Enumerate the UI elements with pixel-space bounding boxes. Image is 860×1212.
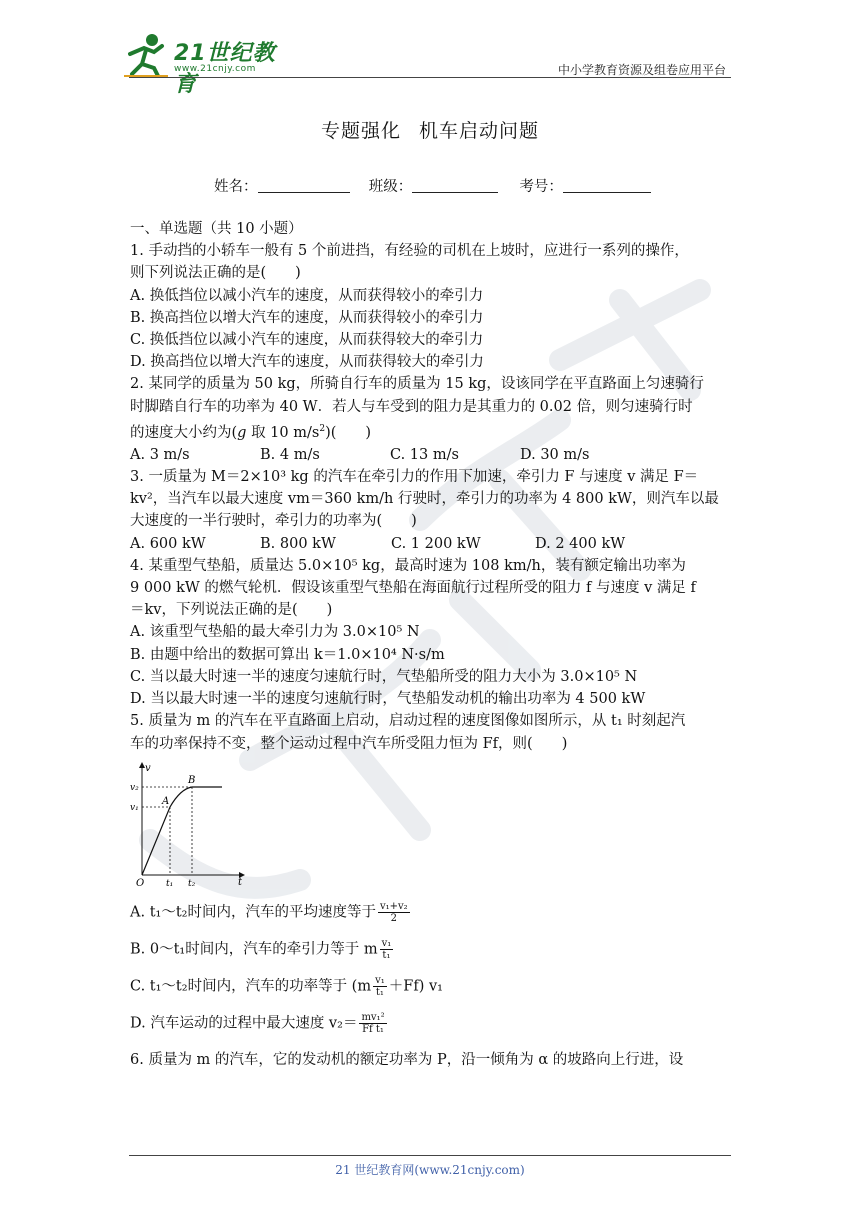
q5-option-d[interactable]: D. 汽车运动的过程中最大速度 v₂＝ $\frac{\text{mv₁²}}{\text{Ff t₁}}$: [130, 1011, 385, 1035]
q4-stem-line2: 9 000 kW 的燃气轮机．假设该重型气垫船在海面航行过程所受的阻力 f 与速度 v 满足 f: [130, 580, 696, 597]
name-label: 姓名：: [214, 179, 258, 195]
graph-label-v1: v₁: [130, 802, 139, 813]
header-divider: [129, 77, 731, 78]
exam-label: 考号：: [519, 179, 563, 195]
q3-stem-line1: 3. 一质量为 M＝2×10³ kg 的汽车在牵引力的作用下加速，牵引力 F 与速度 v 满足 F＝: [130, 469, 699, 486]
q5-stem-line1: 5. 质量为 m 的汽车在平直路面上启动，启动过程的速度图像如图所示，从 t₁ 时刻起汽: [130, 713, 686, 730]
velocity-time-graph: [130, 761, 730, 889]
graph-label-t2: t₂: [188, 878, 196, 889]
q1-stem-line2: 则下列说法正确的是( ): [130, 265, 301, 282]
q4-option-c[interactable]: C. 当以最大时速一半的速度匀速航行时，气垫船所受的阻力大小为 3.0×10⁵ N: [130, 668, 638, 685]
runner-logo-icon: [122, 32, 170, 78]
question-list: [130, 218, 730, 1071]
q2-option-b[interactable]: B. 4 m/s: [260, 446, 320, 463]
q3-option-a[interactable]: A. 600 kW: [130, 535, 206, 552]
q2-stem-line1: 2. 某同学的质量为 50 kg，所骑自行车的质量为 15 kg，设该同学在平直路面上匀速骑行: [130, 376, 704, 393]
title-part-1: 专题强化: [320, 120, 401, 142]
q5-option-c[interactable]: C. t₁～t₂时间内，汽车的功率等于 (m $\frac{\text{v₁}}{\text{t₁}}$ ＋Ff) v₁: [130, 974, 443, 998]
graph-label-v2: v₂: [130, 782, 139, 793]
graph-label-o: O: [136, 877, 145, 889]
q2-option-a[interactable]: A. 3 m/s: [130, 446, 190, 463]
q3-stem-line2: kv²，当汽车以最大速度 vm＝360 km/h 行驶时，牵引力的功率为 4 800 kW，则汽车以最: [130, 491, 719, 508]
footer-divider: [129, 1155, 731, 1156]
q1-option-c[interactable]: C. 换低挡位以减小汽车的速度，从而获得较大的牵引力: [130, 332, 484, 349]
q4-stem-line1: 4. 某重型气垫船，质量达 5.0×10⁵ kg，最高时速为 108 km/h，装有额定输出功率为: [130, 557, 686, 574]
graph-label-v: v: [145, 762, 151, 774]
q4-option-d[interactable]: D. 当以最大时速一半的速度匀速航行时，气垫船发动机的输出功率为 4 500 kW: [130, 691, 646, 708]
graph-label-t1: t₁: [166, 878, 174, 889]
logo-text: 21世纪教育: [174, 41, 276, 97]
q3-option-b[interactable]: B. 800 kW: [260, 535, 336, 552]
q1-stem-line1: 1. 手动挡的小轿车一般有 5 个前进挡，有经验的司机在上坡时，应进行一系列的操作，: [130, 243, 689, 260]
exam-field[interactable]: [563, 192, 651, 193]
footer-link[interactable]: 21 世纪教育网(www.21cnjy.com): [335, 1163, 525, 1177]
q1-option-b[interactable]: B. 换高挡位以增大汽车的速度，从而获得较小的牵引力: [130, 309, 484, 326]
graph-label-t: t: [238, 876, 243, 888]
graph-point-a: A: [162, 795, 170, 807]
q5-option-a[interactable]: A. t₁～t₂时间内，汽车的平均速度等于 $\frac{\text{v₁+v₂}}{2}$: [130, 900, 408, 924]
q3-option-d[interactable]: D. 2 400 kW: [535, 535, 626, 552]
title-part-2: 机车启动问题: [419, 120, 540, 142]
student-info: [214, 175, 651, 196]
q2-stem-line3: 的速度大小约为(g 取 10 $m/s^2$)( ): [130, 423, 372, 441]
q2-option-c[interactable]: C. 13 m/s: [390, 446, 459, 463]
q5-stem-line2: 车的功率保持不变，整个运动过程中汽车所受阻力恒为 Ff，则( ): [130, 735, 568, 752]
graph-point-b: B: [188, 774, 196, 786]
q4-option-a[interactable]: A. 该重型气垫船的最大牵引力为 3.0×10⁵ N: [130, 624, 420, 641]
q3-options: [130, 533, 730, 555]
name-field[interactable]: [258, 192, 350, 193]
q5-option-b[interactable]: B. 0～t₁时间内，汽车的牵引力等于 m $\frac{\text{v₁}}{\text{t₁}}$: [130, 937, 392, 961]
q3-stem-line3: 大速度的一半行驶时，牵引力的功率为( ): [130, 513, 417, 530]
q1-option-d[interactable]: D. 换高挡位以增大汽车的速度，从而获得较大的牵引力: [130, 354, 484, 371]
q4-stem-line3: ＝kv，下列说法正确的是( ): [130, 602, 333, 619]
q2-stem-line2: 时脚踏自行车的功率为 40 W．若人与车受到的阻力是其重力的 0.02 倍，则匀速骑行时: [130, 398, 693, 415]
page-title: [0, 116, 860, 143]
velocity-curve: [142, 787, 222, 875]
q4-option-b[interactable]: B. 由题中给出的数据可算出 k＝1.0×10⁴ N·s/m: [130, 646, 445, 663]
q2-option-d[interactable]: D. 30 m/s: [520, 446, 590, 463]
logo-url: www.21cnjy.com: [174, 64, 256, 74]
header-platform-name: 中小学教育资源及组卷应用平台: [557, 63, 726, 77]
q2-options: [130, 444, 730, 466]
class-field[interactable]: [412, 192, 498, 193]
q3-option-c[interactable]: C. 1 200 kW: [391, 535, 481, 552]
section-heading: 一、单选题（共 10 小题）: [130, 221, 303, 237]
logo: [122, 32, 292, 97]
class-label: 班级：: [368, 179, 413, 195]
q6-stem-line1: 6. 质量为 m 的汽车，它的发动机的额定功率为 P，沿一倾角为 α 的坡路向上行进，设: [130, 1051, 684, 1068]
q1-option-a[interactable]: A. 换低挡位以减小汽车的速度，从而获得较小的牵引力: [130, 287, 484, 304]
